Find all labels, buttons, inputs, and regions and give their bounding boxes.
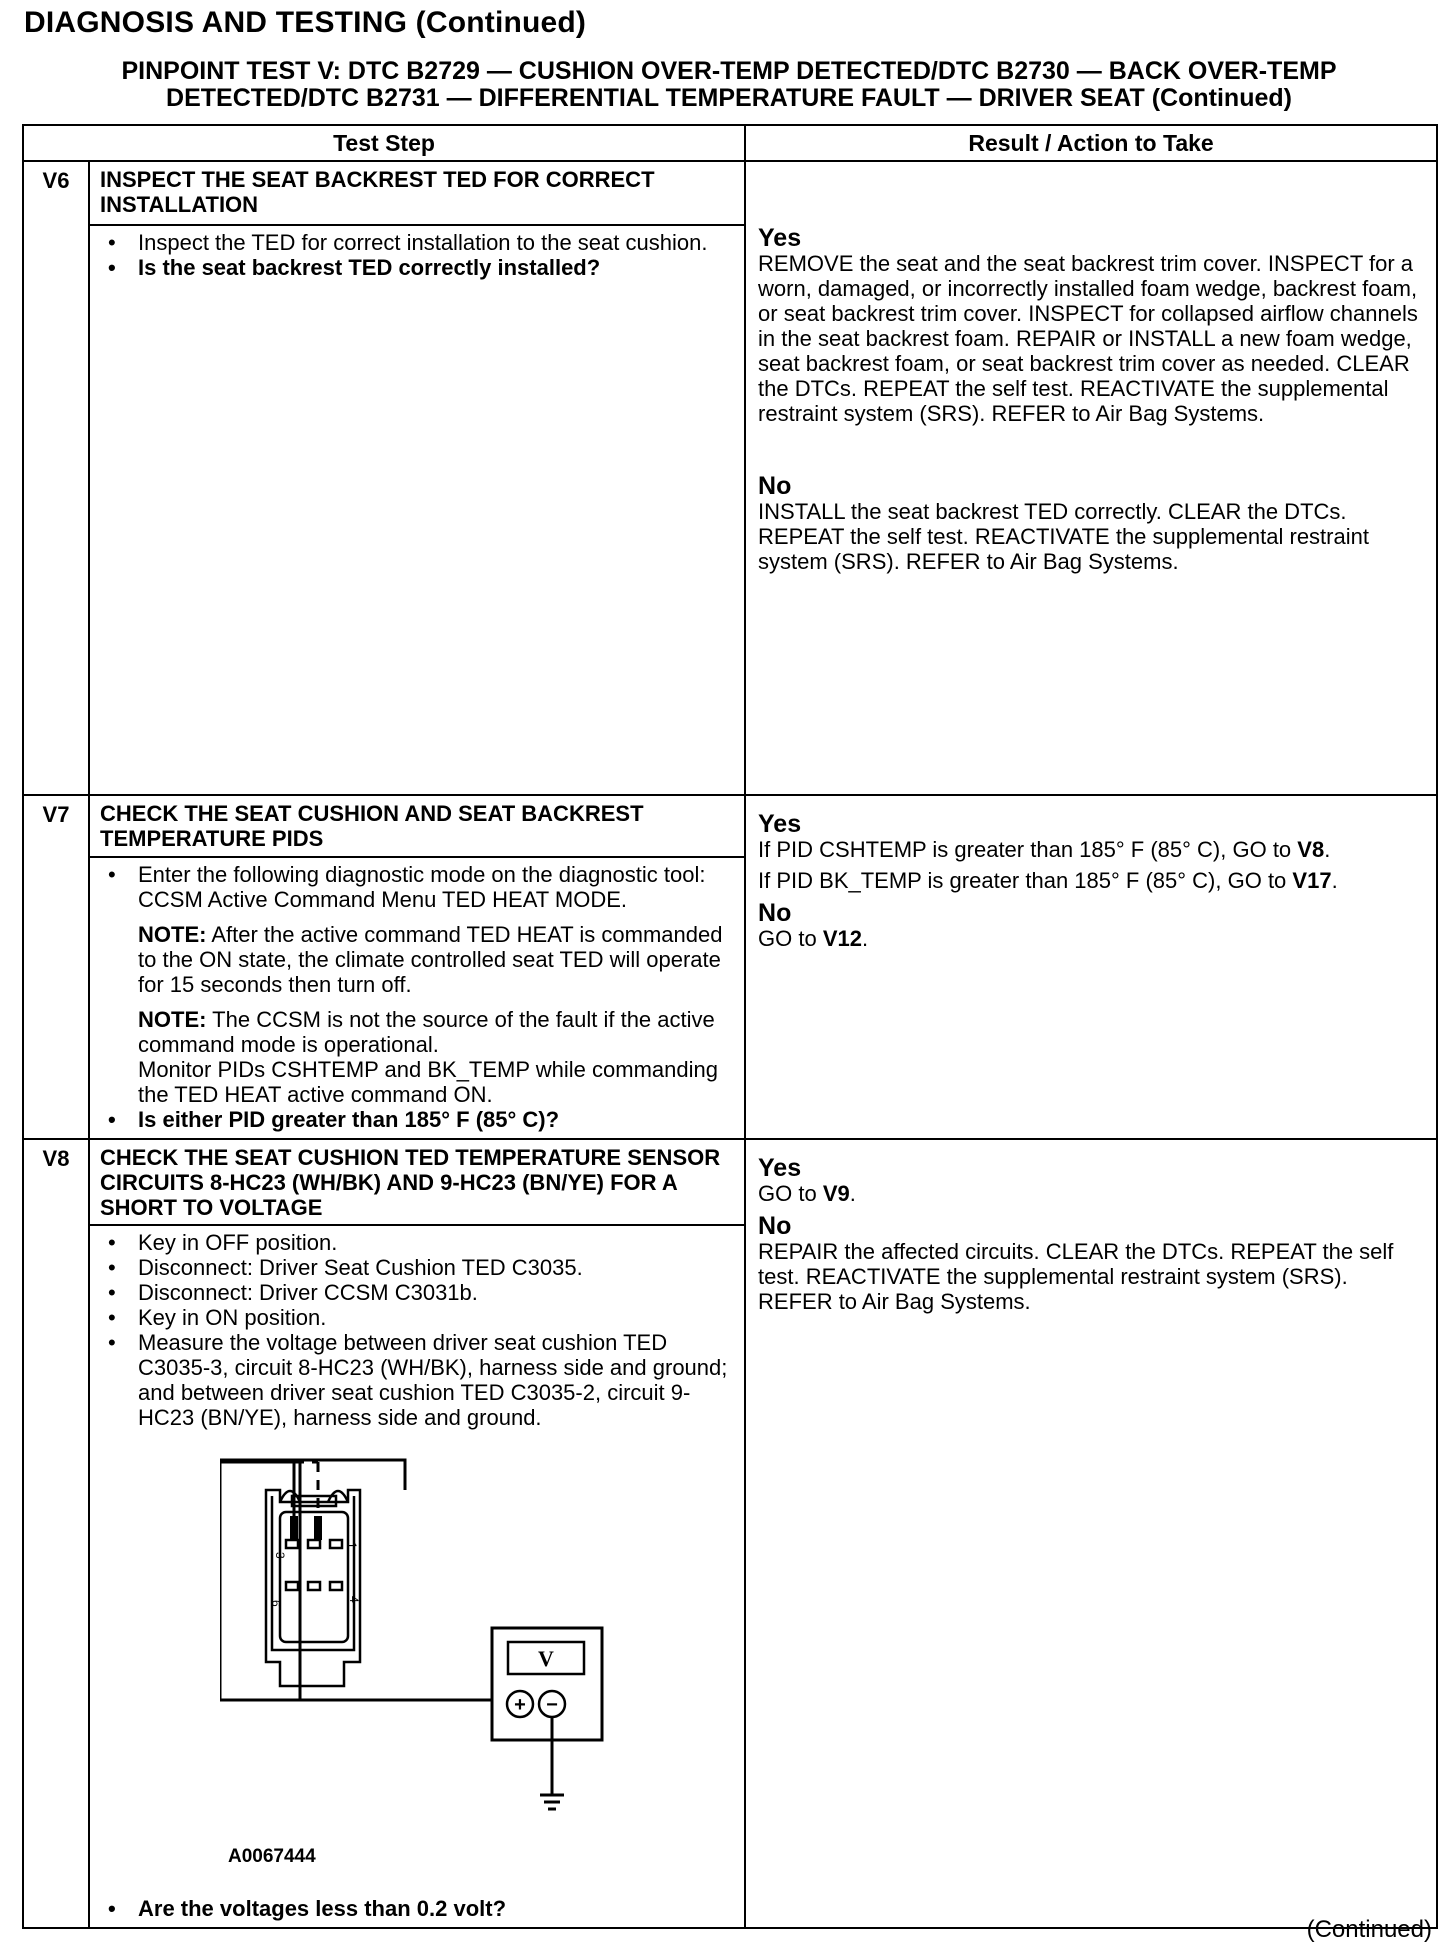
yes-action-v6: REMOVE the seat and the seat backrest trim cover. INSPECT for a worn, damaged, or incorrectly installed foam wedge, backrest foam, or seat backrest trim cover. INSPECT for collapsed airflow channels in the seat backrest foam. REPAIR or INSTALL a new foam wedge, seat backrest foam, or seat backrest trim cover as needed. CLEAR the DTCs. REPEAT the self test. REACTIVATE the supplemental restraint system (SRS). REFER to Air Bag Systems. (758, 251, 1418, 426)
step-reference-v17: V17 (1292, 868, 1332, 893)
lead-wire-top (300, 1460, 405, 1490)
list-item: • Key in ON position. (100, 1305, 734, 1330)
note-label: NOTE: (138, 1007, 207, 1032)
meter-plus-terminal: + (514, 1694, 526, 1716)
no-label-v6: No (758, 472, 792, 500)
connector-c3035 (266, 1490, 360, 1686)
yes-action-v8 (758, 1181, 1426, 1206)
yes-action-v7-bktemp (758, 868, 1426, 893)
yes-text: GO to (758, 1181, 817, 1206)
test-title-line-2: DETECTED/DTC B2731 — DIFFERENTIAL TEMPERATURE FAULT — DRIVER SEAT (Continued) (166, 84, 1292, 112)
step-number-v8: V8 (23, 1139, 89, 1928)
step-question-v8: • Are the voltages less than 0.2 volt? (100, 1896, 734, 1921)
no-text: GO to (758, 926, 817, 951)
voltage-measurement-diagram (220, 1450, 820, 1890)
list-item: • Key in OFF position. (100, 1230, 734, 1255)
list-item: • Inspect the TED for correct installation to the seat cushion. (100, 230, 734, 255)
pin-label-1: 1 (345, 1542, 359, 1549)
step-number-v7: V7 (23, 795, 89, 1139)
step-number-v6: V6 (23, 161, 89, 795)
step-body-v7 (89, 857, 745, 1139)
page-title: DIAGNOSIS AND TESTING (Continued) (24, 6, 587, 39)
step-question-v7: • Is either PID greater than 185° F (85° C)? (100, 1107, 734, 1132)
yes-label-v6: Yes (758, 224, 802, 252)
list-item: • Disconnect: Driver Seat Cushion TED C3035. (100, 1255, 734, 1280)
period: . (849, 1181, 856, 1206)
voltmeter (492, 1628, 602, 1740)
step-reference-v9: V9 (822, 1181, 850, 1206)
meter-display-label: V (538, 1646, 554, 1671)
step-body-v6 (89, 225, 745, 795)
period: . (1331, 868, 1338, 893)
result-v7 (745, 795, 1437, 1139)
step-body-v8 (89, 1225, 745, 1928)
figure-id: A0067444 (228, 1846, 316, 1867)
note-text: The CCSM is not the source of the fault if the active command mode is operational. (138, 1007, 715, 1057)
step-reference-v8: V8 (1297, 837, 1325, 862)
step-question-v6: • Is the seat backrest TED correctly installed? (100, 255, 734, 280)
note-2 (100, 1007, 734, 1057)
pinpoint-test-title (24, 58, 1434, 112)
result-v6 (745, 161, 1437, 795)
continued-label: (Continued) (1306, 1916, 1432, 1943)
result-v8 (745, 1139, 1437, 1928)
yes-label-v8: Yes (758, 1154, 802, 1182)
no-label-v8: No (758, 1212, 792, 1240)
note-label: NOTE: (138, 922, 207, 947)
step-heading-v8: CHECK THE SEAT CUSHION TED TEMPERATURE SENSOR CIRCUITS 8-HC23 (WH/BK) AND 9-HC23 (BN/YE) FOR A SHORT TO VOLTAGE (89, 1139, 745, 1225)
pin-label-6: 6 (269, 1600, 283, 1607)
period: . (1324, 837, 1331, 862)
no-label-v7: No (758, 899, 792, 927)
no-action-v7 (758, 926, 1426, 951)
yes-text: If PID BK_TEMP is greater than 185° F (85° C), GO to (758, 868, 1287, 893)
pin-label-4: 4 (347, 1596, 361, 1603)
header-result-action: Result / Action to Take (745, 125, 1437, 161)
meter-minus-terminal: − (546, 1694, 558, 1716)
yes-text: If PID CSHTEMP is greater than 185° F (85° C), GO to (758, 837, 1292, 862)
test-title-line-1: PINPOINT TEST V: DTC B2729 — CUSHION OVER-TEMP DETECTED/DTC B2730 — BACK OVER-TEMP (121, 57, 1337, 85)
probe-tips (290, 1516, 322, 1540)
step-heading-v7: CHECK THE SEAT CUSHION AND SEAT BACKREST TEMPERATURE PIDS (89, 795, 745, 857)
no-action-v6: INSTALL the seat backrest TED correctly. CLEAR the DTCs. REPEAT the self test. REACTIVATE the supplemental restraint system (SRS). REFER to Air Bag Systems. (758, 499, 1369, 574)
header-test-step: Test Step (23, 125, 745, 161)
list-item: • Disconnect: Driver CCSM C3031b. (100, 1280, 734, 1305)
probe-wire-pin3 (220, 1462, 294, 1518)
note-text: After the active command TED HEAT is commanded to the ON state, the climate controlled seat TED will operate for 15 seconds then turn off. (138, 922, 723, 997)
no-action-v8: REPAIR the affected circuits. CLEAR the DTCs. REPEAT the self test. REACTIVATE the supplemental restraint system (SRS). REFER to Air Bag Systems. (758, 1239, 1394, 1314)
list-item: • Measure the voltage between driver seat cushion TED C3035-3, circuit 8-HC23 (WH/BK), harness side and ground; and between driver seat cushion TED C3035-2, circuit 9-HC23 (BN/YE), harness side and ground. (100, 1330, 734, 1430)
pin-label-3: 3 (273, 1552, 287, 1559)
yes-action-v7-cshtemp (758, 837, 1426, 862)
list-item: • Enter the following diagnostic mode on the diagnostic tool: CCSM Active Command Menu TED HEAT MODE. (100, 862, 734, 912)
monitor-instruction: Monitor PIDs CSHTEMP and BK_TEMP while commanding the TED HEAT active command ON. (138, 1057, 718, 1107)
step-heading-v6: INSPECT THE SEAT BACKREST TED FOR CORRECT INSTALLATION (89, 161, 745, 225)
yes-label-v7: Yes (758, 810, 802, 838)
note-1 (100, 922, 734, 997)
step-reference-v12: V12 (822, 926, 862, 951)
connector-meter-schematic (220, 1450, 820, 1870)
pinpoint-test-table (22, 124, 1438, 1929)
period: . (861, 926, 869, 951)
